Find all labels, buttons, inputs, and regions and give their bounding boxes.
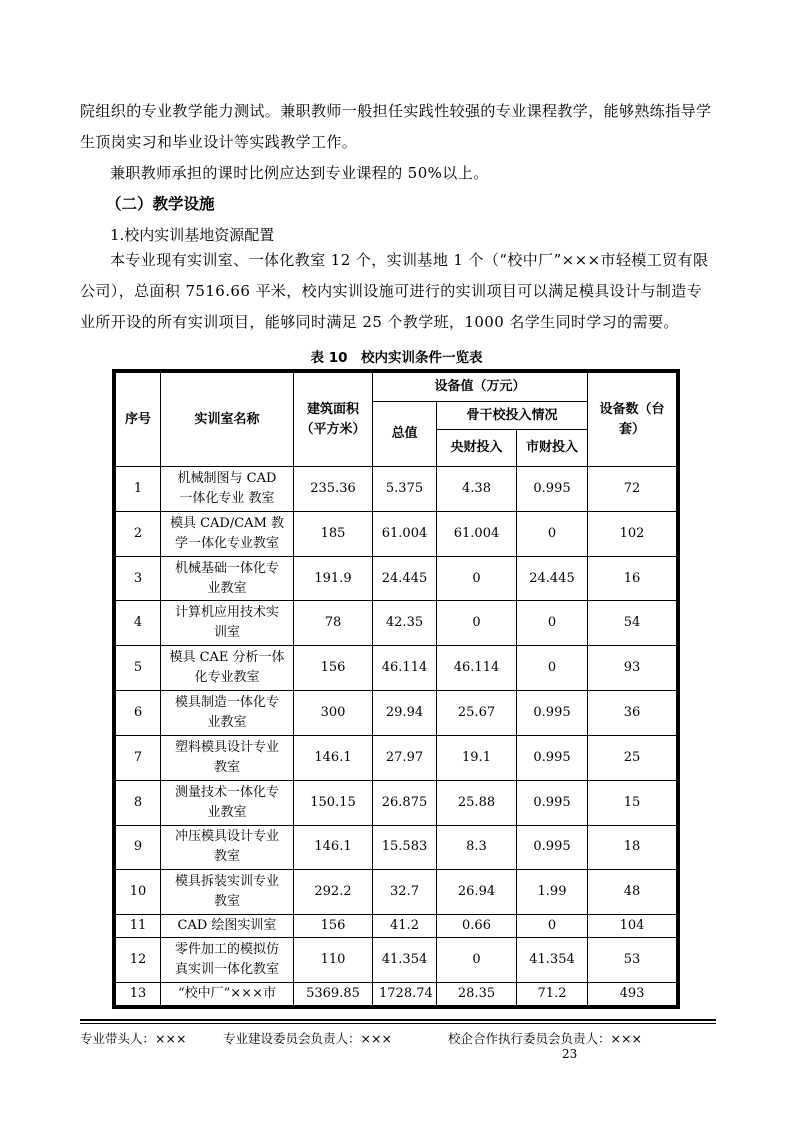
cell-city: 0.995 <box>517 825 588 870</box>
cell-area: 191.9 <box>294 556 373 601</box>
cell-total: 46.114 <box>373 646 437 691</box>
cell-count: 16 <box>588 556 677 601</box>
page-number: 23 <box>562 1047 578 1061</box>
cell-area: 146.1 <box>294 825 373 870</box>
cell-no: 9 <box>116 825 161 870</box>
cell-name: 模具制造一体化专业教室 <box>161 691 294 736</box>
header-room-name: 实训室名称 <box>161 373 294 467</box>
cell-no: 3 <box>116 556 161 601</box>
header-seq: 序号 <box>116 373 161 467</box>
cell-city: 0 <box>517 601 588 646</box>
cell-area: 185 <box>294 511 373 556</box>
cell-count: 104 <box>588 915 677 938</box>
cell-count: 18 <box>588 825 677 870</box>
cell-name: 冲压模具设计专业教室 <box>161 825 294 870</box>
cell-total: 29.94 <box>373 691 437 736</box>
cell-area: 156 <box>294 915 373 938</box>
cell-city: 0 <box>517 646 588 691</box>
cell-central: 28.35 <box>437 982 517 1005</box>
header-central: 央财投入 <box>437 430 517 467</box>
cell-area: 146.1 <box>294 735 373 780</box>
cell-area: 110 <box>294 938 373 983</box>
cell-no: 7 <box>116 735 161 780</box>
header-area: 建筑面积（平方米） <box>294 373 373 467</box>
cell-city: 71.2 <box>517 982 588 1005</box>
cell-total: 24.445 <box>373 556 437 601</box>
cell-area: 156 <box>294 646 373 691</box>
cell-no: 5 <box>116 646 161 691</box>
cell-count: 25 <box>588 735 677 780</box>
cell-count: 15 <box>588 780 677 825</box>
cell-city: 0 <box>517 511 588 556</box>
cell-name: 测量技术一体化专业教室 <box>161 780 294 825</box>
cell-central: 8.3 <box>437 825 517 870</box>
table-row <box>116 511 677 556</box>
cell-area: 235.36 <box>294 467 373 512</box>
cell-city: 0.995 <box>517 780 588 825</box>
cell-name: 模具 CAD/CAM 教学一体化专业教室 <box>161 511 294 556</box>
cell-total: 42.35 <box>373 601 437 646</box>
cell-central: 0.66 <box>437 915 517 938</box>
cell-central: 25.88 <box>437 780 517 825</box>
cell-central: 4.38 <box>437 467 517 512</box>
table-row <box>116 915 677 938</box>
table-row <box>116 982 677 1005</box>
cell-no: 4 <box>116 601 161 646</box>
table-row <box>116 780 677 825</box>
cell-total: 15.583 <box>373 825 437 870</box>
cell-no: 2 <box>116 511 161 556</box>
cell-central: 0 <box>437 556 517 601</box>
table-row <box>116 646 677 691</box>
table-row <box>116 601 677 646</box>
cell-area: 150.15 <box>294 780 373 825</box>
header-equip-count: 设备数（台套） <box>588 373 677 467</box>
cell-central: 19.1 <box>437 735 517 780</box>
cell-total: 41.354 <box>373 938 437 983</box>
cell-total: 1728.74 <box>373 982 437 1005</box>
cell-total: 41.2 <box>373 915 437 938</box>
cell-central: 0 <box>437 938 517 983</box>
cell-no: 12 <box>116 938 161 983</box>
training-facilities-table <box>112 369 680 1009</box>
footer-divider-thick <box>80 1019 716 1021</box>
table-row <box>116 735 677 780</box>
cell-no: 1 <box>116 467 161 512</box>
cell-city: 1.99 <box>517 870 588 915</box>
cell-area: 292.2 <box>294 870 373 915</box>
cell-total: 5.375 <box>373 467 437 512</box>
table-row <box>116 870 677 915</box>
cell-name: “校中厂”×××市 <box>161 982 294 1005</box>
header-backbone: 骨干校投入情况 <box>437 402 588 430</box>
cell-count: 102 <box>588 511 677 556</box>
cell-central: 0 <box>437 601 517 646</box>
table-caption: 表 10 校内实训条件一览表 <box>310 350 483 366</box>
cell-name: 模具拆装实训专业教室 <box>161 870 294 915</box>
cell-name: CAD 绘图实训室 <box>161 915 294 938</box>
cell-city: 24.445 <box>517 556 588 601</box>
cell-city: 0.995 <box>517 467 588 512</box>
cell-city: 0.995 <box>517 735 588 780</box>
cell-total: 26.875 <box>373 780 437 825</box>
cell-no: 8 <box>116 780 161 825</box>
footer-divider-thin <box>80 1023 716 1024</box>
cell-central: 25.67 <box>437 691 517 736</box>
paragraph-facilities: 本专业现有实训室、一体化教室 12 个，实训基地 1 个（“校中厂”×××市轻模工贸有限公司），总面积 7516.66 平米，校内实训设施可进行的实训项目可以满足模具设计与制造专业所开设的所有实训项目，能够同时满足 25 个教学班，1000 名学生同时学习的需要。 <box>80 251 709 331</box>
cell-count: 36 <box>588 691 677 736</box>
cell-central: 61.004 <box>437 511 517 556</box>
cell-name: 零件加工的模拟仿真实训一体化教室 <box>161 938 294 983</box>
table-row <box>116 467 677 512</box>
header-equip-value: 设备值（万元） <box>373 373 588 402</box>
cell-count: 53 <box>588 938 677 983</box>
paragraph-hours-ratio: 兼职教师承担的课时比例应达到专业课程的 50%以上。 <box>110 164 489 182</box>
subsection-heading: 1.校内实训基地资源配置 <box>110 226 275 244</box>
cell-name: 机械制图与 CAD 一体化专业 教室 <box>161 467 294 512</box>
cell-central: 26.94 <box>437 870 517 915</box>
cell-count: 493 <box>588 982 677 1005</box>
cell-city: 0 <box>517 915 588 938</box>
cell-area: 78 <box>294 601 373 646</box>
cell-central: 46.114 <box>437 646 517 691</box>
cell-count: 54 <box>588 601 677 646</box>
cell-no: 10 <box>116 870 161 915</box>
footer-coop-head: 校企合作执行委员会负责人：××× <box>448 1031 642 1046</box>
footer-committee-head: 专业建设委员会负责人：××× <box>223 1031 392 1046</box>
cell-total: 61.004 <box>373 511 437 556</box>
header-total: 总值 <box>373 402 437 467</box>
cell-total: 27.97 <box>373 735 437 780</box>
cell-count: 72 <box>588 467 677 512</box>
section-heading: （二）教学设施 <box>106 195 215 213</box>
cell-name: 塑料模具设计专业教室 <box>161 735 294 780</box>
table-row <box>116 556 677 601</box>
footer-program-lead: 专业带头人：××× <box>80 1031 187 1046</box>
cell-city: 0.995 <box>517 691 588 736</box>
cell-count: 48 <box>588 870 677 915</box>
cell-no: 13 <box>116 982 161 1005</box>
cell-no: 11 <box>116 915 161 938</box>
paragraph-teacher-test: 院组织的专业教学能力测试。兼职教师一般担任实践性较强的专业课程教学，能够熟练指导学生顶岗实习和毕业设计等实践教学工作。 <box>80 102 712 151</box>
cell-name: 机械基础一体化专业教室 <box>161 556 294 601</box>
cell-total: 32.7 <box>373 870 437 915</box>
table-row <box>116 825 677 870</box>
cell-name: 计算机应用技术实训室 <box>161 601 294 646</box>
table-row <box>116 938 677 983</box>
cell-count: 93 <box>588 646 677 691</box>
table-row <box>116 691 677 736</box>
cell-no: 6 <box>116 691 161 736</box>
cell-city: 41.354 <box>517 938 588 983</box>
cell-name: 模具 CAE 分析一体化专业教室 <box>161 646 294 691</box>
header-city: 市财投入 <box>517 430 588 467</box>
cell-area: 300 <box>294 691 373 736</box>
cell-area: 5369.85 <box>294 982 373 1005</box>
